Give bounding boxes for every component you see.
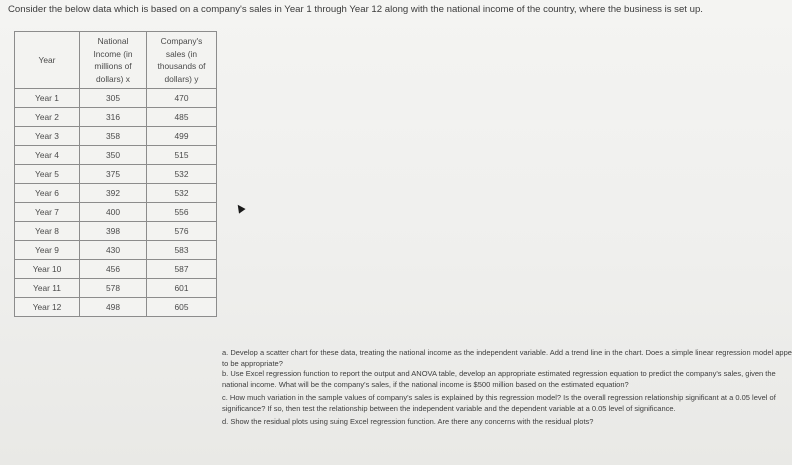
- cell-company-sales: 499: [147, 127, 217, 146]
- header-year: Year: [15, 32, 80, 89]
- cell-year: Year 4: [15, 146, 80, 165]
- header-x-line: millions of: [94, 61, 132, 71]
- question-b: [222, 369, 776, 390]
- header-x-line: dollars) x: [96, 73, 130, 84]
- table-row: [15, 89, 217, 108]
- header-x-line: National: [97, 36, 129, 46]
- cell-company-sales: 485: [147, 108, 217, 127]
- header-y-line: dollars) y: [164, 73, 199, 84]
- table-row: [15, 108, 217, 127]
- table-row: [15, 146, 217, 165]
- questions-block: [222, 348, 792, 428]
- cell-national-income: 456: [80, 260, 147, 279]
- table-row: [15, 203, 217, 222]
- cell-national-income: 498: [80, 298, 147, 317]
- problem-intro: Consider the below data which is based on a company's sales in Year 1 through Year 12 along with the national income of the country, where the business is set up.: [8, 4, 703, 15]
- cell-year: Year 6: [15, 184, 80, 203]
- cell-year: Year 10: [15, 260, 80, 279]
- question-c-line: c. How much variation in the sample values of company's sales is explained by this regression model? Is the overall regression relationship significant at a 0.05 level of: [222, 393, 776, 402]
- cell-year: Year 2: [15, 108, 80, 127]
- cell-national-income: 316: [80, 108, 147, 127]
- cell-national-income: 358: [80, 127, 147, 146]
- cell-national-income: 400: [80, 203, 147, 222]
- header-national-income: [80, 32, 147, 89]
- header-y-line: sales (in: [165, 48, 198, 59]
- header-x-line: Income (in: [93, 48, 133, 59]
- cell-company-sales: 470: [147, 89, 217, 108]
- cell-national-income: 305: [80, 89, 147, 108]
- question-a: [222, 348, 792, 369]
- cell-year: Year 8: [15, 222, 80, 241]
- cell-national-income: 398: [80, 222, 147, 241]
- cell-company-sales: 605: [147, 298, 217, 317]
- cell-year: Year 5: [15, 165, 80, 184]
- cell-year: Year 7: [15, 203, 80, 222]
- header-y-line: thousands of: [157, 61, 206, 71]
- cell-company-sales: 583: [147, 241, 217, 260]
- table-row: [15, 241, 217, 260]
- table-row: [15, 165, 217, 184]
- cell-national-income: 350: [80, 146, 147, 165]
- question-d-line: d. Show the residual plots using suing Excel regression function. Are there any concerns with the residual plots?: [222, 417, 594, 426]
- table-row: [15, 260, 217, 279]
- table-row: [15, 222, 217, 241]
- mouse-cursor-icon: [234, 202, 245, 213]
- header-company-sales: [147, 32, 217, 89]
- data-table: [14, 31, 217, 317]
- question-a-line: to be appropriate?: [222, 358, 283, 368]
- cell-company-sales: 587: [147, 260, 217, 279]
- cell-company-sales: 532: [147, 184, 217, 203]
- table-row: [15, 298, 217, 317]
- cell-national-income: 578: [80, 279, 147, 298]
- cell-company-sales: 601: [147, 279, 217, 298]
- cell-national-income: 430: [80, 241, 147, 260]
- question-a-line: a. Develop a scatter chart for these data, treating the national income as the independent variable. Add a trend line in the chart. Does a simple linear regression model appe: [222, 348, 792, 357]
- cell-company-sales: 515: [147, 146, 217, 165]
- question-c-line: significance? If so, then test the relationship between the independent variable and the dependent variable at a 0.05 level of significance.: [222, 403, 676, 413]
- cell-year: Year 11: [15, 279, 80, 298]
- cell-national-income: 392: [80, 184, 147, 203]
- table-row: [15, 184, 217, 203]
- cell-national-income: 375: [80, 165, 147, 184]
- question-b-line: b. Use Excel regression function to report the output and ANOVA table, develop an appropriate estimated regression equation to predict the company's sales, given the: [222, 369, 776, 378]
- cell-company-sales: 576: [147, 222, 217, 241]
- cell-year: Year 12: [15, 298, 80, 317]
- question-b-line: national income. What will be the company's sales, if the national income is $500 million based on the estimated equation?: [222, 379, 629, 389]
- cell-company-sales: 532: [147, 165, 217, 184]
- cell-year: Year 1: [15, 89, 80, 108]
- question-c: [222, 393, 776, 414]
- table-body: [15, 89, 217, 317]
- table-header-row: [15, 32, 217, 89]
- cell-year: Year 9: [15, 241, 80, 260]
- cell-year: Year 3: [15, 127, 80, 146]
- table-row: [15, 279, 217, 298]
- cell-company-sales: 556: [147, 203, 217, 222]
- question-d: [222, 417, 692, 428]
- header-y-line: Company's: [160, 36, 203, 46]
- table-row: [15, 127, 217, 146]
